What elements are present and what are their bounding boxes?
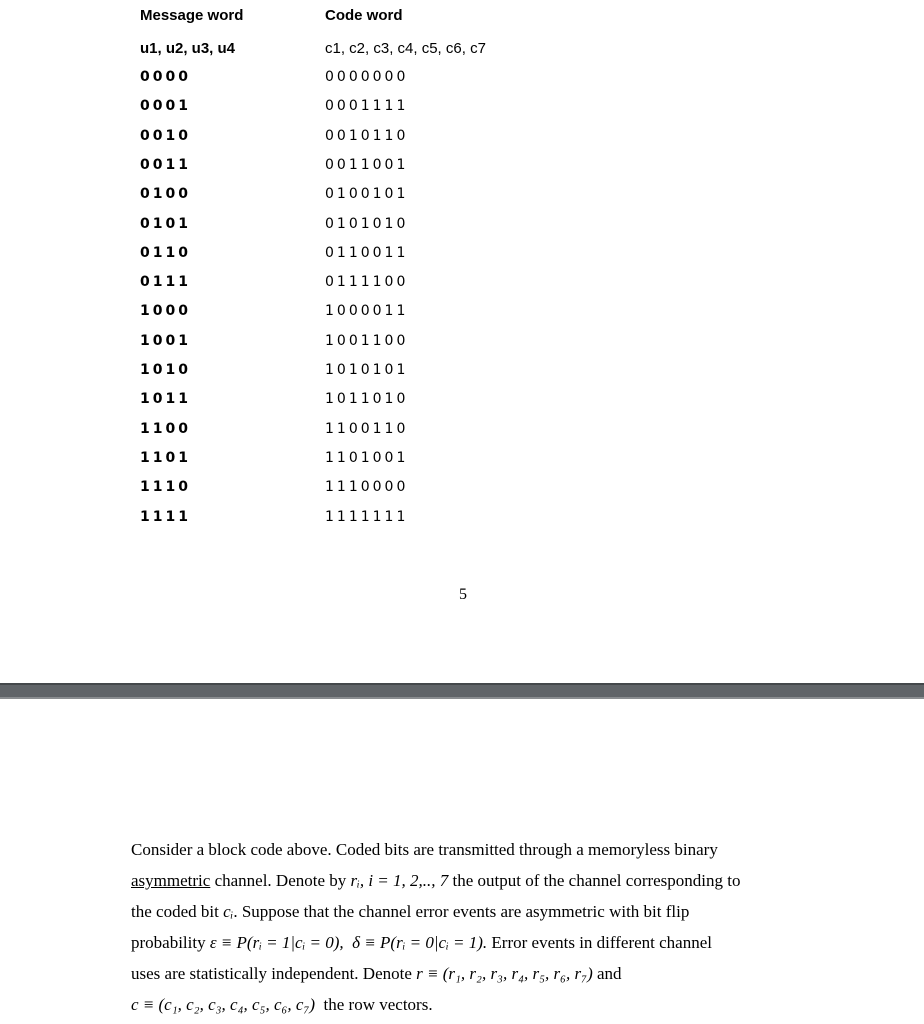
code-word-cell: 0011001 [325, 156, 409, 173]
code-word-cell: 1010101 [325, 362, 409, 378]
paragraph-line-4 [131, 927, 811, 958]
message-word-cell: 0010 [140, 127, 191, 144]
text-segment: Error events in different channel [487, 933, 712, 952]
code-word-cell: 1000011 [325, 303, 409, 320]
math-expression: r ≡ (r₁, r₂, r₃, r₄, r₅, r₆, r₇) [416, 964, 593, 983]
table-row [140, 69, 640, 91]
table-row [140, 421, 640, 443]
text-underlined: asymmetric [131, 871, 211, 890]
code-word-cell: 0110011 [325, 244, 409, 261]
paragraph-line-2 [131, 865, 811, 896]
table-row [140, 245, 640, 267]
table-row [140, 509, 640, 531]
table-row [140, 186, 640, 208]
message-word-cell: 0001 [140, 98, 191, 115]
text-segment: the coded bit [131, 902, 224, 921]
message-word-cell: 0000 [140, 69, 191, 85]
table-row [140, 157, 640, 179]
subheader-message-bits: u1, u2, u3, u4 [140, 40, 236, 57]
code-word-cell: 0000000 [325, 69, 409, 85]
math-expression: rᵢ, i = 1, 2,.., 7 [350, 871, 449, 890]
text-segment: the row vectors. [319, 995, 433, 1014]
code-word-cell: 1110000 [325, 479, 409, 496]
code-word-cell: 1101001 [325, 449, 409, 466]
table-row [140, 303, 640, 325]
text-segment: uses are statistically independent. Denote [131, 964, 417, 983]
message-word-cell: 1101 [140, 449, 191, 466]
message-word-cell: 0101 [140, 215, 191, 232]
code-word-cell: 0111100 [325, 274, 409, 291]
table-row [140, 450, 640, 472]
message-word-cell: 0100 [140, 186, 191, 203]
page-number: 5 [459, 586, 467, 603]
table-row [140, 362, 640, 384]
code-word-cell: 1011010 [325, 391, 409, 408]
subheader-code-bits: c1, c2, c3, c4, c5, c6, c7 [325, 40, 486, 57]
code-word-cell: 1100110 [325, 420, 409, 437]
table-row [140, 98, 640, 120]
message-word-cell: 0011 [140, 156, 191, 173]
problem-paragraph [131, 834, 811, 1020]
message-word-cell: 1111 [140, 508, 191, 525]
table-row [140, 274, 640, 296]
paragraph-line-5 [131, 958, 811, 989]
code-word-cell: 1001100 [325, 332, 409, 349]
math-expression: cᵢ [223, 902, 234, 921]
message-word-cell: 1001 [140, 332, 191, 349]
page-divider [0, 683, 924, 699]
table-row [140, 479, 640, 501]
paragraph-line-6 [131, 989, 811, 1020]
paragraph-line-3 [131, 896, 811, 927]
text-segment: . Suppose that the channel error events are asymmetric with bit flip [233, 902, 690, 921]
code-word-cell: 0100101 [325, 186, 409, 203]
message-word-cell: 0110 [140, 244, 191, 261]
code-word-cell: 1111111 [325, 508, 409, 525]
table-row [140, 216, 640, 238]
message-word-cell: 0111 [140, 274, 191, 291]
message-word-cell: 1010 [140, 362, 191, 378]
message-word-cell: 1011 [140, 391, 191, 408]
header-message-word: Message word [140, 7, 244, 24]
code-word-cell: 0010110 [325, 127, 409, 144]
paragraph-line-1 [131, 834, 811, 865]
table-row [140, 391, 640, 413]
math-expression: c ≡ (c₁, c₂, c₃, c₄, c₅, c₆, c₇) [131, 995, 316, 1014]
text-segment: probability [131, 933, 210, 952]
table-row [140, 333, 640, 355]
header-code-word: Code word [325, 7, 403, 24]
code-word-cell: 0101010 [325, 215, 409, 232]
text-segment: and [592, 964, 622, 983]
math-expression: ε ≡ P(rᵢ = 1|cᵢ = 0), [209, 933, 344, 952]
math-expression: δ ≡ P(rᵢ = 0|cᵢ = 1). [352, 933, 488, 952]
code-word-cell: 0001111 [325, 98, 409, 115]
message-word-cell: 1100 [140, 420, 191, 437]
message-word-cell: 1000 [140, 303, 191, 320]
table-row [140, 128, 640, 150]
text-segment: the output of the channel corresponding to [448, 871, 741, 890]
message-word-cell: 1110 [140, 479, 191, 496]
text-segment: channel. Denote by [210, 871, 351, 890]
text-segment: Consider a block code above. Coded bits are transmitted through a memoryless binary [131, 840, 718, 859]
